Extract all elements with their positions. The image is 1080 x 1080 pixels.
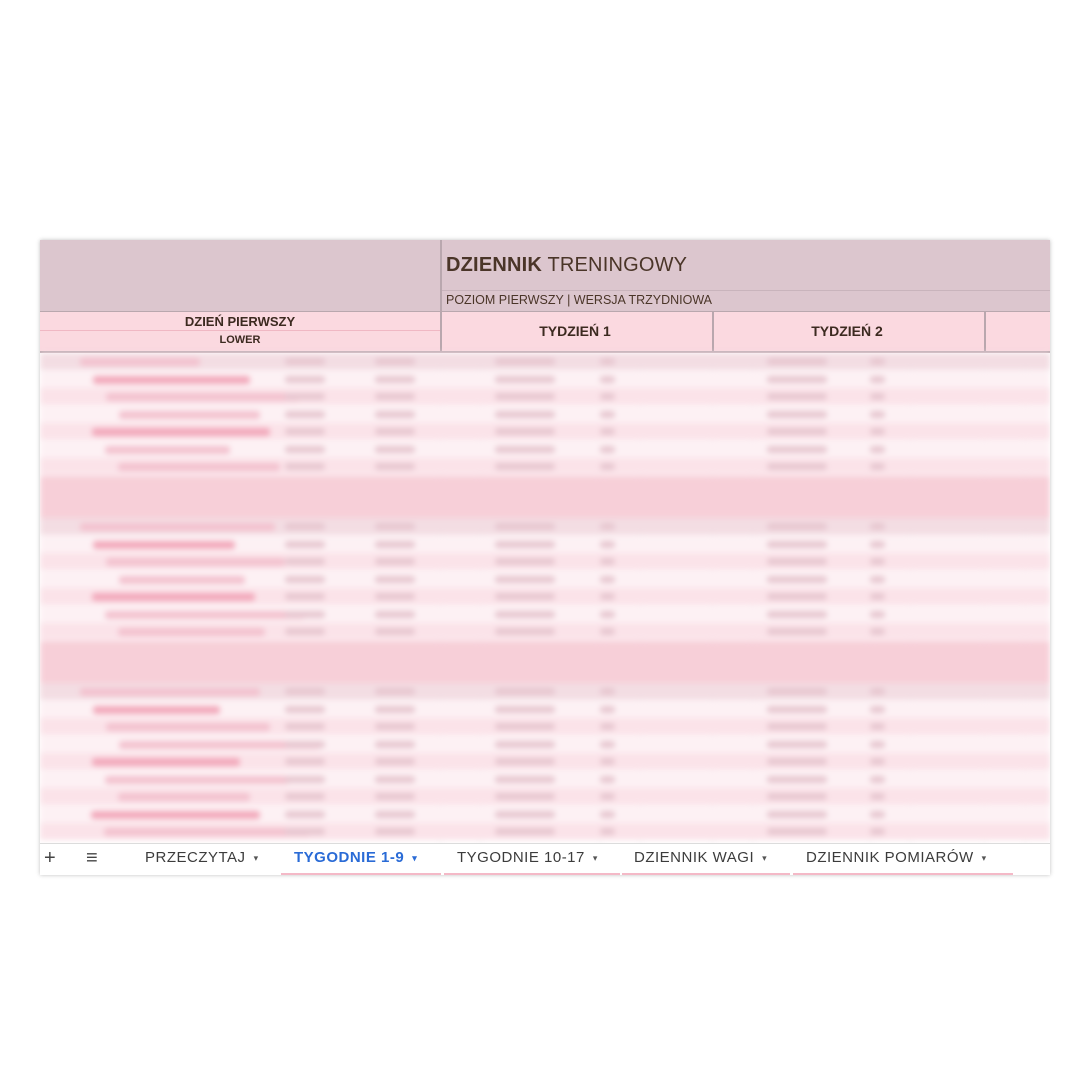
cell-placeholder <box>285 628 325 635</box>
cell-placeholder <box>767 411 827 418</box>
cell-placeholder <box>495 611 555 618</box>
cell-placeholder <box>600 723 615 730</box>
cell-placeholder <box>870 706 885 713</box>
cell-placeholder <box>870 376 885 383</box>
spreadsheet <box>40 240 1050 875</box>
cell-placeholder <box>600 793 615 800</box>
cell-placeholder <box>285 706 325 713</box>
cell-placeholder <box>375 741 415 748</box>
column-divider <box>984 312 986 351</box>
cell-placeholder <box>118 793 250 801</box>
tab-dziennik-pomiarow[interactable] <box>806 844 987 872</box>
tab-przeczytaj[interactable] <box>145 844 259 872</box>
table-row <box>40 806 1050 823</box>
table-row <box>40 823 1050 840</box>
cell-placeholder <box>495 376 555 383</box>
cell-placeholder <box>80 358 200 366</box>
cell-placeholder <box>600 523 615 530</box>
cell-placeholder <box>285 428 325 435</box>
cell-placeholder <box>93 541 235 549</box>
cell-placeholder <box>870 741 885 748</box>
cell-placeholder <box>375 558 415 565</box>
cell-placeholder <box>495 463 555 470</box>
table-row <box>40 553 1050 570</box>
cell-placeholder <box>767 428 827 435</box>
cell-placeholder <box>106 558 285 566</box>
cell-placeholder <box>105 776 290 784</box>
cell-placeholder <box>93 706 220 714</box>
subtitle-divider <box>442 290 1050 291</box>
table-row <box>40 458 1050 475</box>
table-row <box>40 623 1050 640</box>
table-row <box>40 606 1050 623</box>
cell-placeholder <box>870 828 885 835</box>
tab-label: DZIENNIK WAGI <box>634 849 755 866</box>
table-row <box>40 788 1050 805</box>
cell-placeholder <box>600 541 615 548</box>
table-row <box>40 701 1050 718</box>
plus-icon[interactable]: + <box>44 847 56 869</box>
chevron-down-icon: ▾ <box>412 853 418 864</box>
chevron-down-icon: ▾ <box>981 853 987 864</box>
cell-placeholder <box>600 411 615 418</box>
cell-placeholder <box>495 741 555 748</box>
cell-placeholder <box>118 628 265 636</box>
table-row <box>40 423 1050 440</box>
cell-placeholder <box>285 393 325 400</box>
chevron-down-icon: ▾ <box>253 853 259 864</box>
cell-placeholder <box>767 463 827 470</box>
cell-placeholder <box>285 576 325 583</box>
cell-placeholder <box>495 558 555 565</box>
active-tab-underline <box>281 873 441 875</box>
title-bold: DZIENNIK <box>446 254 543 276</box>
cell-placeholder <box>495 541 555 548</box>
cell-placeholder <box>767 706 827 713</box>
cell-placeholder <box>870 463 885 470</box>
cell-placeholder <box>600 776 615 783</box>
cell-placeholder <box>285 558 325 565</box>
tab-label: DZIENNIK POMIARÓW <box>806 849 974 866</box>
cell-placeholder <box>375 758 415 765</box>
cell-placeholder <box>870 776 885 783</box>
cell-placeholder <box>375 541 415 548</box>
column-divider <box>712 312 714 351</box>
cell-placeholder <box>495 523 555 530</box>
cell-placeholder <box>93 376 250 384</box>
cell-placeholder <box>600 688 615 695</box>
cell-placeholder <box>600 828 615 835</box>
cell-placeholder <box>375 593 415 600</box>
cell-placeholder <box>600 741 615 748</box>
cell-placeholder <box>870 593 885 600</box>
table-row <box>40 753 1050 770</box>
cell-placeholder <box>870 723 885 730</box>
table-row <box>40 441 1050 458</box>
tab-label: PRZECZYTAJ <box>145 849 246 866</box>
cell-placeholder <box>495 793 555 800</box>
cell-placeholder <box>767 593 827 600</box>
cell-placeholder <box>870 358 885 365</box>
cell-placeholder <box>375 393 415 400</box>
cell-placeholder <box>375 358 415 365</box>
cell-placeholder <box>767 393 827 400</box>
cell-placeholder <box>495 411 555 418</box>
cell-placeholder <box>285 723 325 730</box>
cell-placeholder <box>285 411 325 418</box>
cell-placeholder <box>285 811 325 818</box>
day-header-row <box>40 312 1050 353</box>
cell-placeholder <box>285 523 325 530</box>
cell-placeholder <box>285 828 325 835</box>
menu-icon[interactable]: ≡ <box>86 847 98 869</box>
cell-placeholder <box>285 758 325 765</box>
cell-placeholder <box>285 776 325 783</box>
week-2-header: TYDZIEŃ 2 <box>811 323 883 339</box>
cell-placeholder <box>119 411 260 419</box>
tab-tygodnie-10-17[interactable] <box>457 844 598 872</box>
cell-placeholder <box>600 358 615 365</box>
cell-placeholder <box>600 576 615 583</box>
cell-placeholder <box>495 758 555 765</box>
cell-placeholder <box>870 688 885 695</box>
cell-placeholder <box>767 541 827 548</box>
tab-underline <box>622 873 790 875</box>
cell-placeholder <box>767 723 827 730</box>
cell-placeholder <box>870 446 885 453</box>
header-left-block <box>40 240 442 312</box>
cell-placeholder <box>119 576 245 584</box>
cell-placeholder <box>870 811 885 818</box>
cell-placeholder <box>600 393 615 400</box>
cell-placeholder <box>767 376 827 383</box>
cell-placeholder <box>91 811 260 819</box>
cell-placeholder <box>600 593 615 600</box>
cell-placeholder <box>106 393 300 401</box>
cell-placeholder <box>767 446 827 453</box>
cell-placeholder <box>495 811 555 818</box>
cell-placeholder <box>375 811 415 818</box>
table-row <box>40 388 1050 405</box>
sheet-tab-bar <box>40 843 1050 875</box>
cell-placeholder <box>495 628 555 635</box>
cell-placeholder <box>375 523 415 530</box>
cell-placeholder <box>104 828 310 836</box>
cell-placeholder <box>495 776 555 783</box>
cell-placeholder <box>375 446 415 453</box>
tab-label: TYGODNIE 10-17 <box>457 849 585 866</box>
cell-placeholder <box>92 428 270 436</box>
blurred-table-body <box>40 353 1050 845</box>
cell-placeholder <box>600 758 615 765</box>
cell-placeholder <box>600 706 615 713</box>
cell-placeholder <box>495 723 555 730</box>
chevron-down-icon: ▾ <box>592 853 598 864</box>
cell-placeholder <box>375 611 415 618</box>
cell-placeholder <box>375 376 415 383</box>
table-row <box>40 718 1050 735</box>
cell-placeholder <box>870 758 885 765</box>
cell-placeholder <box>870 611 885 618</box>
tab-underline <box>793 873 1013 875</box>
table-row <box>40 683 1050 700</box>
table-row <box>40 571 1050 588</box>
cell-placeholder <box>767 828 827 835</box>
cell-placeholder <box>495 593 555 600</box>
tab-tygodnie-1-9[interactable] <box>294 844 417 872</box>
cell-placeholder <box>375 411 415 418</box>
cell-placeholder <box>600 428 615 435</box>
cell-placeholder <box>600 558 615 565</box>
cell-placeholder <box>375 793 415 800</box>
tab-dziennik-wagi[interactable] <box>634 844 767 872</box>
cell-placeholder <box>495 576 555 583</box>
cell-placeholder <box>870 411 885 418</box>
cell-placeholder <box>375 688 415 695</box>
table-row <box>40 406 1050 423</box>
header-right-block <box>442 240 1050 312</box>
table-row <box>40 518 1050 535</box>
cell-placeholder <box>870 428 885 435</box>
table-row <box>40 588 1050 605</box>
cell-placeholder <box>767 811 827 818</box>
cell-placeholder <box>870 793 885 800</box>
cell-placeholder <box>285 688 325 695</box>
cell-placeholder <box>495 828 555 835</box>
day-title: DZIEŃ PIERWSZY <box>184 314 296 329</box>
cell-placeholder <box>495 393 555 400</box>
cell-placeholder <box>870 628 885 635</box>
cell-placeholder <box>870 523 885 530</box>
cell-placeholder <box>285 446 325 453</box>
cell-placeholder <box>375 723 415 730</box>
cell-placeholder <box>600 376 615 383</box>
section-header <box>40 476 1050 518</box>
cell-placeholder <box>495 688 555 695</box>
tab-underline <box>444 873 620 875</box>
cell-placeholder <box>375 628 415 635</box>
tab-label: TYGODNIE 1-9 <box>294 849 405 866</box>
cell-placeholder <box>495 446 555 453</box>
section-header <box>40 641 1050 683</box>
cell-placeholder <box>495 358 555 365</box>
cell-placeholder <box>375 706 415 713</box>
table-row <box>40 353 1050 370</box>
cell-placeholder <box>80 688 260 696</box>
cell-placeholder <box>870 541 885 548</box>
chevron-down-icon: ▾ <box>762 853 768 864</box>
cell-placeholder <box>285 793 325 800</box>
column-divider <box>440 312 442 351</box>
day-subtitle: LOWER <box>219 334 261 346</box>
cell-placeholder <box>375 776 415 783</box>
cell-placeholder <box>105 611 305 619</box>
cell-placeholder <box>767 358 827 365</box>
cell-placeholder <box>118 463 280 471</box>
cell-placeholder <box>870 393 885 400</box>
cell-placeholder <box>285 741 325 748</box>
cell-placeholder <box>767 758 827 765</box>
cell-placeholder <box>767 688 827 695</box>
cell-placeholder <box>767 523 827 530</box>
cell-placeholder <box>767 793 827 800</box>
cell-placeholder <box>767 611 827 618</box>
table-row <box>40 736 1050 753</box>
cell-placeholder <box>285 611 325 618</box>
cell-placeholder <box>767 558 827 565</box>
cell-placeholder <box>285 463 325 470</box>
cell-placeholder <box>600 446 615 453</box>
cell-placeholder <box>495 706 555 713</box>
cell-placeholder <box>870 576 885 583</box>
cell-placeholder <box>285 358 325 365</box>
cell-placeholder <box>375 828 415 835</box>
cell-placeholder <box>105 446 230 454</box>
cell-placeholder <box>285 541 325 548</box>
cell-placeholder <box>285 593 325 600</box>
day-divider <box>40 330 440 331</box>
cell-placeholder <box>870 558 885 565</box>
cell-placeholder <box>767 576 827 583</box>
sheet-subtitle: POZIOM PIERWSZY | WERSJA TRZYDNIOWA <box>446 293 713 307</box>
week-1-header: TYDZIEŃ 1 <box>539 323 611 339</box>
cell-placeholder <box>285 376 325 383</box>
cell-placeholder <box>767 776 827 783</box>
cell-placeholder <box>600 463 615 470</box>
cell-placeholder <box>767 741 827 748</box>
title-rest: TRENINGOWY <box>547 254 688 276</box>
cell-placeholder <box>92 593 255 601</box>
table-row <box>40 536 1050 553</box>
cell-placeholder <box>600 811 615 818</box>
cell-placeholder <box>92 758 240 766</box>
table-row <box>40 771 1050 788</box>
cell-placeholder <box>600 611 615 618</box>
cell-placeholder <box>375 428 415 435</box>
cell-placeholder <box>106 723 270 731</box>
cell-placeholder <box>375 576 415 583</box>
cell-placeholder <box>375 463 415 470</box>
cell-placeholder <box>600 628 615 635</box>
cell-placeholder <box>80 523 275 531</box>
cell-placeholder <box>495 428 555 435</box>
table-row <box>40 371 1050 388</box>
sheet-title <box>446 254 687 277</box>
cell-placeholder <box>767 628 827 635</box>
